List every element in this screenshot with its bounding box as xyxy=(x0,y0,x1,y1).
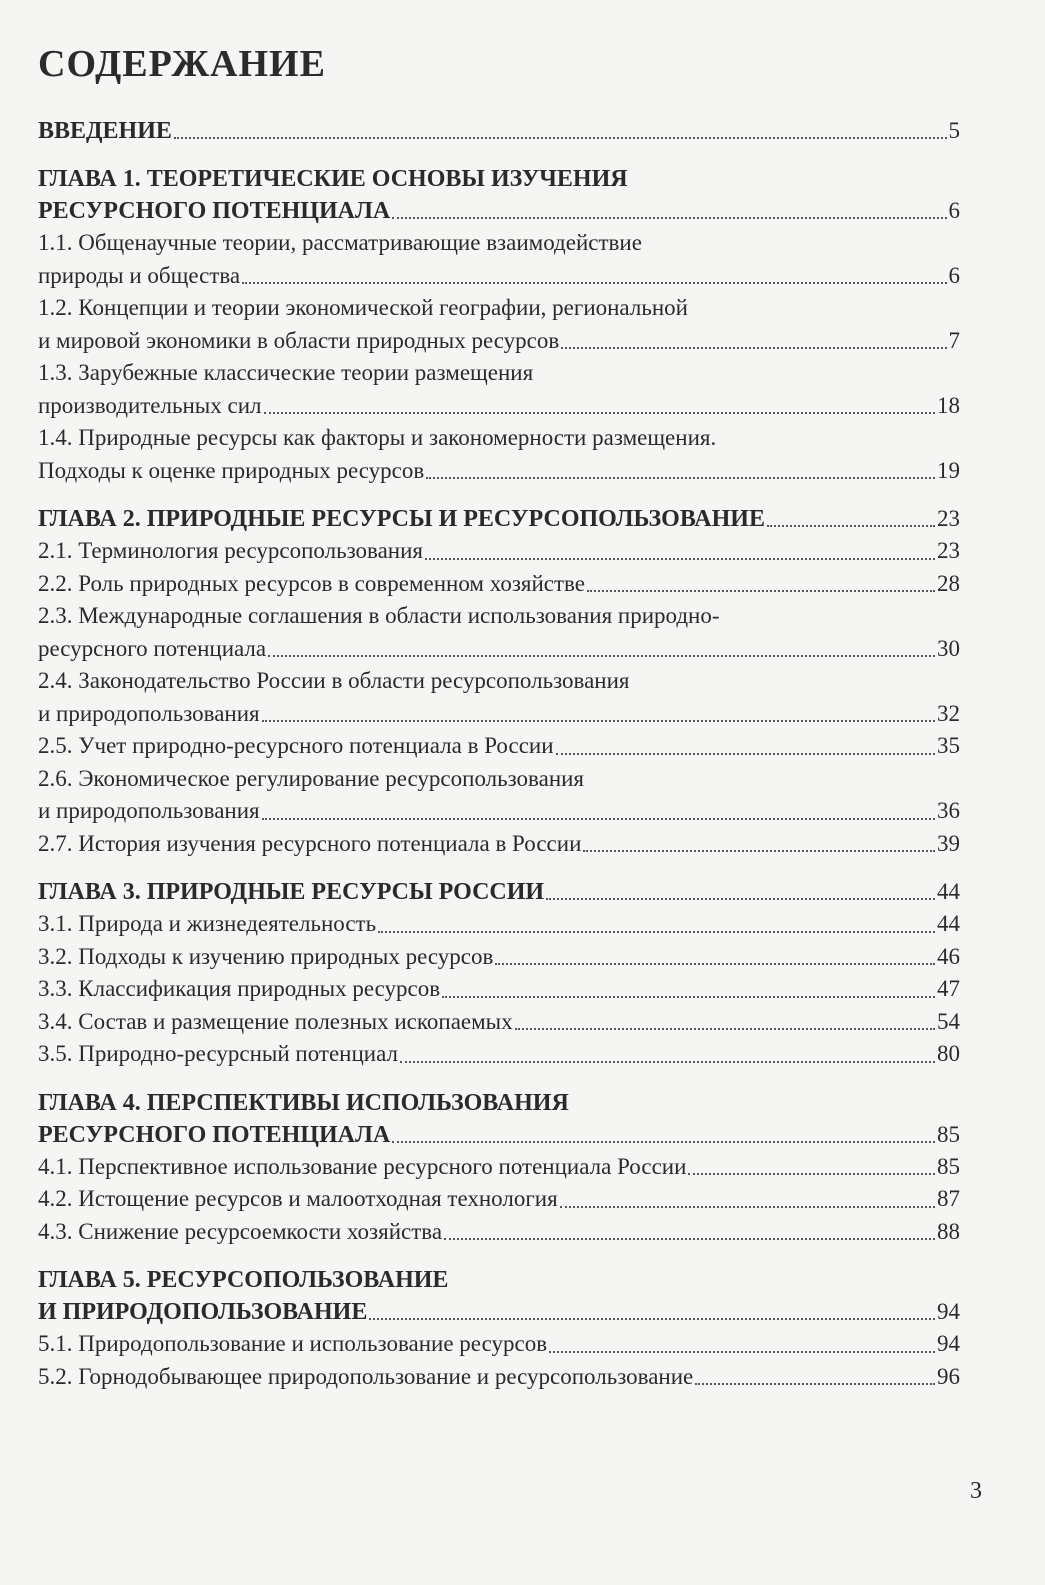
page-ref: 23 xyxy=(937,538,960,563)
dot-leader xyxy=(262,818,935,820)
page-ref: 18 xyxy=(937,392,960,418)
toc-section xyxy=(38,163,960,487)
chapter-entry xyxy=(38,163,960,227)
chapter-entry-text: РЕСУРСНОГО ПОТЕНЦИАЛА xyxy=(38,198,391,224)
chapter-entry-text: ВВЕДЕНИЕ xyxy=(38,118,172,144)
subsection-entry xyxy=(38,1151,960,1184)
page-ref: 19 xyxy=(937,457,960,483)
page-ref: 94 xyxy=(937,1299,960,1324)
subsection-entry xyxy=(38,1216,960,1249)
page-ref: 80 xyxy=(937,1041,960,1066)
table-of-contents xyxy=(38,115,960,1409)
toc-section xyxy=(38,503,960,860)
subsection-entry xyxy=(38,1006,960,1039)
subsection-entry xyxy=(38,568,960,601)
subsection-entry xyxy=(38,292,960,357)
page-ref: 85 xyxy=(937,1153,960,1179)
chapter-entry-line: ГЛАВА 4. ПЕРСПЕКТИВЫ ИСПОЛЬЗОВАНИЯ xyxy=(38,1089,569,1116)
page-ref: 44 xyxy=(937,879,960,904)
dot-leader xyxy=(369,1318,935,1320)
page-ref: 85 xyxy=(937,1121,960,1147)
subsection-entry-text: 5.2. Горнодобывающее природопользование и ресурсопользование xyxy=(38,1363,694,1389)
subsection-entry-line: 1.4. Природные ресурсы как факторы и закономерности размещения. xyxy=(38,425,717,450)
subsection-entry xyxy=(38,665,960,730)
dot-leader xyxy=(262,720,935,722)
subsection-entry xyxy=(38,1183,960,1216)
toc-section xyxy=(38,115,960,147)
dot-leader xyxy=(264,412,936,414)
chapter-entry xyxy=(38,115,960,147)
subsection-entry-line: 1.1. Общенаучные теории, рассматривающие взаимодействие xyxy=(38,230,642,255)
page-ref: 32 xyxy=(937,700,960,726)
subsection-entry xyxy=(38,600,960,665)
page-ref: 47 xyxy=(937,976,960,1001)
subsection-entry-text: 3.3. Классификация природных ресурсов xyxy=(38,976,441,1001)
page-ref: 6 xyxy=(948,262,960,288)
subsection-entry-text: и мировой экономики в области природных ресурсов xyxy=(38,327,560,353)
dot-leader xyxy=(495,963,935,965)
page-ref: 7 xyxy=(948,327,960,353)
page-title: СОДЕРЖАНИЕ xyxy=(38,43,326,85)
dot-leader xyxy=(174,137,947,139)
page-ref: 39 xyxy=(937,830,960,856)
toc-section xyxy=(38,1087,960,1249)
chapter-entry-text: ГЛАВА 2. ПРИРОДНЫЕ РЕСУРСЫ И РЕСУРСОПОЛЬЗОВАНИЕ xyxy=(38,506,765,532)
dot-leader xyxy=(767,525,935,527)
page-ref: 5 xyxy=(948,118,960,143)
chapter-entry xyxy=(38,1264,960,1328)
chapter-entry xyxy=(38,503,960,535)
dot-leader xyxy=(268,655,935,657)
toc-section xyxy=(38,1264,960,1393)
page-ref: 54 xyxy=(937,1008,960,1034)
page-ref: 28 xyxy=(937,570,960,596)
dot-leader xyxy=(400,1061,935,1063)
page-ref: 36 xyxy=(937,798,960,823)
subsection-entry-text: 3.1. Природа и жизнедеятельность xyxy=(38,911,377,936)
subsection-entry xyxy=(38,973,960,1006)
subsection-entry-text: и природопользования xyxy=(38,700,260,726)
dot-leader xyxy=(546,898,935,900)
dot-leader xyxy=(392,217,946,219)
dot-leader xyxy=(695,1383,935,1385)
dot-leader xyxy=(242,282,946,284)
subsection-entry-text: Подходы к оценке природных ресурсов xyxy=(38,457,425,483)
subsection-entry-text: и природопользования xyxy=(38,798,260,823)
subsection-entry-text: 3.5. Природно-ресурсный потенциал xyxy=(38,1041,398,1066)
page-ref: 44 xyxy=(937,911,960,936)
subsection-entry-text: природы и общества xyxy=(38,262,241,288)
chapter-entry-text: И ПРИРОДОПОЛЬЗОВАНИЕ xyxy=(38,1299,368,1325)
subsection-entry-text: 4.3. Снижение ресурсоемкости хозяйства xyxy=(38,1218,443,1244)
page-ref: 94 xyxy=(937,1331,960,1356)
subsection-entry-text: ресурсного потенциала xyxy=(38,635,267,661)
subsection-entry-text: 4.2. Истощение ресурсов и малоотходная технология xyxy=(38,1186,558,1211)
page-ref: 96 xyxy=(937,1363,960,1389)
subsection-entry xyxy=(38,1038,960,1071)
subsection-entry xyxy=(38,1328,960,1361)
dot-leader xyxy=(378,931,935,933)
subsection-entry xyxy=(38,941,960,974)
chapter-entry xyxy=(38,876,960,908)
subsection-entry-text: 2.5. Учет природно-ресурсного потенциала в России xyxy=(38,733,554,758)
subsection-entry xyxy=(38,535,960,568)
dot-leader xyxy=(561,347,946,349)
dot-leader xyxy=(425,558,935,560)
subsection-entry-line: 1.2. Концепции и теории экономической географии, региональной xyxy=(38,295,688,320)
page-ref: 30 xyxy=(937,635,960,661)
dot-leader xyxy=(549,1351,935,1353)
dot-leader xyxy=(688,1173,935,1175)
subsection-entry xyxy=(38,227,960,292)
page-number: 3 xyxy=(970,1478,982,1504)
subsection-entry xyxy=(38,422,960,487)
page-ref: 46 xyxy=(937,943,960,969)
subsection-entry-text: 3.2. Подходы к изучению природных ресурсов xyxy=(38,943,494,969)
dot-leader xyxy=(515,1028,935,1030)
subsection-entry-line: 2.4. Законодательство России в области ресурсопользования xyxy=(38,668,630,693)
subsection-entry-text: 4.1. Перспективное использование ресурсного потенциала России xyxy=(38,1153,687,1179)
subsection-entry xyxy=(38,357,960,422)
subsection-entry xyxy=(38,730,960,763)
subsection-entry-text: 2.7. История изучения ресурсного потенциала в России xyxy=(38,830,582,856)
subsection-entry xyxy=(38,763,960,828)
subsection-entry-line: 2.3. Международные соглашения в области использования природно- xyxy=(38,603,720,628)
page-ref: 87 xyxy=(937,1186,960,1211)
subsection-entry-text: 2.1. Терминология ресурсопользования xyxy=(38,538,423,563)
dot-leader xyxy=(392,1141,935,1143)
toc-section xyxy=(38,876,960,1071)
chapter-entry-text: РЕСУРСНОГО ПОТЕНЦИАЛА xyxy=(38,1121,391,1148)
dot-leader xyxy=(426,477,935,479)
dot-leader xyxy=(587,590,935,592)
page-ref: 23 xyxy=(937,506,960,531)
page-ref: 6 xyxy=(948,198,960,223)
subsection-entry-text: 3.4. Состав и размещение полезных ископаемых xyxy=(38,1008,513,1034)
dot-leader xyxy=(444,1238,935,1240)
subsection-entry-text: 5.1. Природопользование и использование ресурсов xyxy=(38,1331,548,1356)
subsection-entry-text: 2.2. Роль природных ресурсов в современном хозяйстве xyxy=(38,570,585,596)
subsection-entry-line: 2.6. Экономическое регулирование ресурсопользования xyxy=(38,765,585,791)
chapter-entry xyxy=(38,1087,960,1151)
subsection-entry-text: производительных сил xyxy=(38,392,262,418)
chapter-entry-line: ГЛАВА 1. ТЕОРЕТИЧЕСКИЕ ОСНОВЫ ИЗУЧЕНИЯ xyxy=(38,166,628,192)
page-ref: 88 xyxy=(937,1218,960,1244)
dot-leader xyxy=(556,753,935,755)
subsection-entry xyxy=(38,828,960,861)
chapter-entry-text: ГЛАВА 3. ПРИРОДНЫЕ РЕСУРСЫ РОССИИ xyxy=(38,879,545,905)
subsection-entry-line: 1.3. Зарубежные классические теории размещения xyxy=(38,360,534,385)
chapter-entry-line: ГЛАВА 5. РЕСУРСОПОЛЬЗОВАНИЕ xyxy=(38,1267,449,1293)
subsection-entry xyxy=(38,1361,960,1394)
dot-leader xyxy=(583,850,935,852)
dot-leader xyxy=(442,996,935,998)
dot-leader xyxy=(560,1206,935,1208)
subsection-entry xyxy=(38,908,960,941)
page-ref: 35 xyxy=(937,733,960,758)
